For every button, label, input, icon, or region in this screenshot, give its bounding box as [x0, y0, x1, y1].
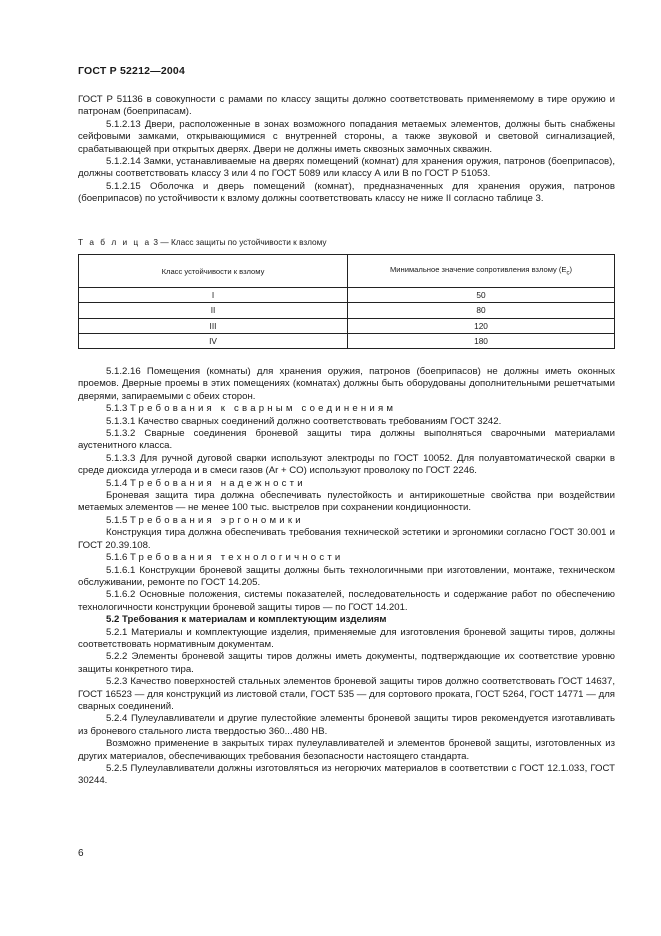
table-caption-label: Т а б л и ц а: [78, 237, 152, 247]
paragraph: 5.2.2 Элементы броневой защиты тиров должны иметь документы, подтверждающие их соответствие уровню защиты конкретного тира.: [78, 651, 615, 675]
subsection-title: Требования технологичности: [130, 552, 344, 564]
subsection-number: 5.1.3: [106, 403, 128, 415]
table-row: [79, 288, 615, 303]
subsection-heading: [78, 478, 615, 490]
cell-value: 120: [348, 318, 615, 333]
subsection-number: 5.1.6: [106, 552, 128, 564]
cell-class: IV: [79, 333, 348, 348]
subsection-title: Требования к сварным соединениям: [130, 403, 397, 415]
table-row: [79, 318, 615, 333]
paragraph: 5.1.2.15 Оболочка и дверь помещений (комнат), предназначенных для хранения оружия, патронов (боеприпасов) по устойчивости к взлому должны соответствовать классу не ниже II согласно таблице 3.: [78, 180, 615, 205]
body-section-bottom: [78, 366, 615, 788]
column-header-min-resistance: [348, 255, 615, 288]
column-header-subscript: с: [566, 270, 570, 277]
paragraph: 5.1.2.16 Помещения (комнаты) для хранения оружия, патронов (боеприпасов) не должны иметь оконных проемов. Дверные проемы в этих помещениях (комнатах) должны быть оборудованы дополнительными решетчатыми дверями, запираемыми с обеих сторон.: [78, 366, 615, 402]
paragraph: 5.2.3 Качество поверхностей стальных элементов броневой защиты тиров должно соответствовать ГОСТ 14637, ГОСТ 16523 — для конструкций из листовой стали, ГОСТ 535 — для сортового проката, ГОСТ 5264, ГОСТ 14771 — для сварных соединений.: [78, 676, 615, 712]
paragraph: 5.2.4 Пулеулавливатели и другие пулестойкие элементы броневой защиты тиров рекомендуется изготавливать из броневого стального листа твердостью 360...480 НВ.: [78, 713, 615, 737]
cell-class: I: [79, 288, 348, 303]
table-caption: [78, 237, 327, 247]
subsection-heading: [78, 552, 615, 564]
paragraph: Броневая защита тира должна обеспечивать пулестойкость и антирикошетные свойства при воздействии метаемых элементов — не менее 100 тыс. выстрелов при сохранении кондиционности.: [78, 490, 615, 514]
table-row: [79, 303, 615, 318]
paragraph: 5.1.3.2 Сварные соединения броневой защиты тира должны выполняться сварочными материалами аустенитного класса.: [78, 428, 615, 452]
column-header-text: Минимальное значение сопротивления взлому (Е: [389, 265, 567, 275]
paragraph: 5.2.1 Материалы и комплектующие изделия, применяемые для изготовления броневой защиты тиров, должны соответствовать нормативным документам.: [78, 626, 615, 650]
paragraph: ГОСТ Р 51136 в совокупности с рамами по классу защиты должно соответствовать применяемому в тире оружию и патронам (боеприпасам).: [78, 94, 615, 118]
paragraph: 5.1.6.2 Основные положения, системы показателей, последовательность и содержание работ по обеспечению технологичности конструкции броневой защиты тиров — по ГОСТ 14.201.: [78, 589, 615, 613]
resistance-class-table: [78, 254, 615, 349]
table-caption-text: 3 — Класс защиты по устойчивости к взлому: [153, 237, 327, 247]
paragraph: Конструкция тира должна обеспечивать требования технической эстетики и эргономики согласно ГОСТ 30.001 и ГОСТ 20.39.108.: [78, 527, 615, 551]
paragraph: 5.1.6.1 Конструкции броневой защиты должны быть технологичными при изготовлении, монтаже, техническом обслуживании, ремонте по ГОСТ 14.205.: [78, 564, 615, 588]
paragraph: Возможно применение в закрытых тирах пулеулавливателей и элементов броневой защиты, изготовленных из других материалов, обеспечивающих требования безопасности настоящего стандарта.: [78, 738, 615, 762]
paragraph: 5.1.2.14 Замки, устанавливаемые на дверях помещений (комнат) для хранения оружия, патронов (боеприпасов), должны соответствовать классу 3 или 4 по ГОСТ 5089 или классу А или В по ГОСТ Р 51053.: [78, 156, 615, 180]
subsection-number: 5.1.4: [106, 477, 128, 489]
table-row: [79, 333, 615, 348]
paragraph: 5.1.2.13 Двери, расположенные в зонах возможного попадания метаемых элементов, должны быть снабжены сейфовыми замками, открывающимися с внутренней стороны, а также звуковой и световой сигнализацией, срабатывающей при открытых дверях. Двери не должны иметь сквозных замочных скважин.: [78, 118, 615, 155]
subsection-heading: [78, 515, 615, 527]
subsection-heading: [78, 403, 615, 415]
cell-value: 80: [348, 303, 615, 318]
paragraph: 5.2.5 Пулеулавливатели должны изготовляться из негорючих материалов в соответствии с ГОСТ 12.1.033, ГОСТ 30244.: [78, 763, 615, 787]
section-heading: 5.2 Требования к материалам и комплектующим изделиям: [106, 614, 387, 626]
cell-value: 180: [348, 333, 615, 348]
cell-value: 50: [348, 288, 615, 303]
paragraph: 5.1.3.3 Для ручной дуговой сварки используют электроды по ГОСТ 10052. Для полуавтоматической сварки в среде диоксида углерода и в смеси газов (Ar + CO) используют проволоку по ГОСТ 2246.: [78, 452, 615, 477]
table-header-row: [79, 255, 615, 288]
subsection-number: 5.1.5: [106, 514, 128, 526]
column-header-end: ): [569, 265, 573, 275]
cell-class: III: [79, 318, 348, 333]
subsection-title: Требования эргономики: [130, 514, 304, 526]
paragraph: 5.1.3.1 Качество сварных соединений должно соответствовать требованиям ГОСТ 3242.: [106, 415, 502, 427]
body-section-top: [78, 94, 615, 206]
document-header: ГОСТ Р 52212—2004: [78, 65, 186, 77]
column-header-class: Класс устойчивости к взлому: [79, 255, 348, 288]
page-number: 6: [78, 848, 84, 859]
subsection-title: Требования надежности: [130, 477, 306, 489]
cell-class: II: [79, 303, 348, 318]
